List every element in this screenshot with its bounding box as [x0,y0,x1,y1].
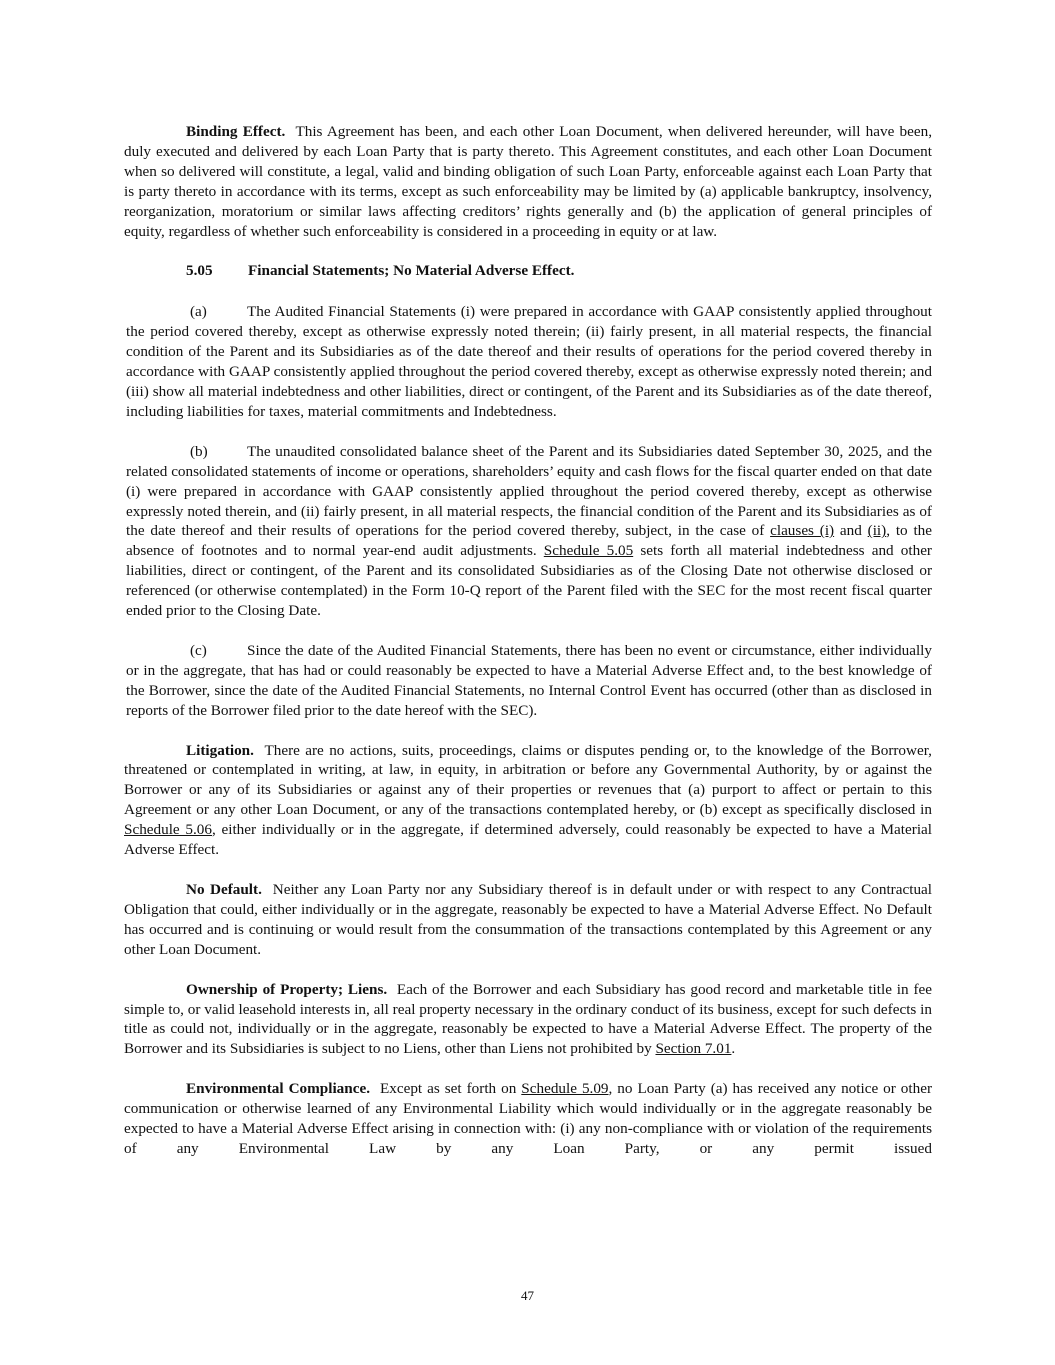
no-default-paragraph [124,880,932,960]
paragraph-b-body-3: , to the absence of footnotes and to normal year-end audit adjustments. [126,522,932,560]
environmental-body-1: Except as set forth on [379,1080,522,1098]
ownership-body-1: Each of the Borrower and each Subsidiary has good record and marketable title in fee simple to, or valid leasehold interests in, all real property necessary in the ordinary conduct of its business, except for such defects in title as could not, individually or in the aggregate, reasonably be expected to have a Material Adverse Effect. The property of the Borrower and its Subsidiaries is subject to no Liens, other than Liens not prohibited by [124,980,932,1058]
litigation-body-1: There are no actions, suits, proceedings, claims or disputes pending or, to the knowledge of the Borrower, threatened or contemplated in writing, at law, in equity, in arbitration or before any Governmental Authority, by or against the Borrower or any of its Subsidiaries or against any of their properties or revenues that (a) purport to affect or pertain to this Agreement or any other Loan Document, or any of the transactions contemplated hereby, or (b) except as specifically disclosed in [124,741,932,819]
section-number: 5.05 [186,262,213,280]
paragraph-a-body: The Audited Financial Statements (i) were prepared in accordance with GAAP consistently applied throughout the period covered thereby, except as otherwise expressly noted therein; (ii) fairly present, in all material respects, the financial condition of the Parent and its Subsidiaries as of the date thereof and their results of operations for the period covered thereby in accordance with GAAP consistently applied throughout the period covered thereby, except as otherwise expressly noted therein; and (iii) show all material indebtedness and other liabilities, direct or contingent, of the Parent and its Subsidiaries as of the date thereof, including liabilities for taxes, material commitments and Indebtedness. [126,303,932,420]
no-default-body: Neither any Loan Party nor any Subsidiary thereof is in default under or with respect to any Contractual Obligation that could, either individually or in the aggregate, reasonably be expected to have a Material Adverse Effect. No Default has occurred and is continuing or would result from the consummation of the transactions contemplated by this Agreement or any other Loan Document. [124,881,932,958]
section-title: Financial Statements; No Material Adverse Effect. [248,262,575,280]
paragraph-c-label: (c) [190,641,207,659]
paragraph-b [124,442,932,621]
clause-ii-link[interactable]: (ii) [867,522,887,540]
schedule-506-link[interactable]: Schedule 5.06 [124,821,212,839]
paragraph-b-body-4: sets forth all material indebtedness and other liabilities, direct or contingent, of the Parent and its consolidated Subsidiaries as of the Closing Date not otherwise disclosed or referenced (or otherwise contemplated) in the Form 10-Q report of the Parent filed with the SEC for the most recent fiscal quarter ended prior to the Closing Date. [126,542,932,620]
litigation-heading: Litigation. [186,741,254,759]
environmental-heading: Environmental Compliance. [186,1080,371,1098]
environmental-paragraph [124,1079,932,1159]
section-505-heading [124,261,932,281]
ownership-heading: Ownership of Property; Liens. [186,980,388,998]
paragraph-b-body-1: The unaudited consolidated balance sheet of the Parent and its Subsidiaries dated September 30, 2025, and the related consolidated statements of income or operations, shareholders’ equity and cash flows for the fiscal quarter ended on that date (i) were prepared in accordance with GAAP consistently applied throughout the period covered thereby, except as otherwise expressly noted therein, and (ii) fairly present, in all material respects, the financial condition of the Parent and its Subsidiaries as of the date thereof and their results of operations for the period covered thereby, subject, in the case of [126,442,932,540]
environmental-body-2: , no Loan Party (a) has received any notice or other communication or otherwise learned of any Environmental Liability which would individually or in the aggregate reasonably be expected to have a Material Adverse Effect arising in connection with: (i) any non-compliance with or violation of the requirements of any Environmental Law by any Loan Party, or any permit issued [124,1080,933,1157]
ownership-paragraph [124,980,932,1060]
page-number: 47 [521,1288,534,1303]
schedule-509-link[interactable]: Schedule 5.09 [521,1080,609,1098]
ownership-body-2: . [731,1040,736,1058]
paragraph-c [124,641,932,721]
paragraph-b-body-2: and [834,522,868,540]
paragraph-a [124,302,932,421]
paragraph-a-label: (a) [190,303,207,321]
schedule-505-link[interactable]: Schedule 5.05 [543,542,634,560]
litigation-paragraph [124,741,932,860]
paragraph-b-label: (b) [190,442,208,460]
document-page [124,122,932,1179]
section-701-link[interactable]: Section 7.01 [655,1040,732,1058]
no-default-heading: No Default. [186,881,262,898]
clause-i-link[interactable]: clauses (i) [770,522,835,540]
binding-effect-paragraph [124,122,932,241]
binding-effect-body: This Agreement has been, and each other Loan Document, when delivered hereunder, will have been, duly executed and delivered by each Loan Party that is party thereto. This Agreement constitutes, and each other Loan Document when so delivered will constitute, a legal, valid and binding obligation of such Loan Party, enforceable against each Loan Party that is party thereto in accordance with its terms, except as such enforceability may be limited by (a) applicable bankruptcy, insolvency, reorganization, moratorium or similar laws affecting creditors’ rights generally and (b) the application of general principles of equity, regardless of whether such enforceability is considered in a proceeding in equity or at law. [124,123,932,240]
litigation-body-2: , either individually or in the aggregate, if determined adversely, could reasonably be expected to have a Material Adverse Effect. [124,821,933,859]
paragraph-c-body: Since the date of the Audited Financial Statements, there has been no event or circumstance, either individually or in the aggregate, that has had or could reasonably be expected to have a Material Adverse Effect and, to the best knowledge of the Borrower, since the date of the Audited Financial Statements, no Internal Control Event has occurred (other than as disclosed in reports of the Borrower filed prior to the date hereof with the SEC). [126,641,932,719]
binding-effect-heading: Binding Effect. [186,123,286,140]
